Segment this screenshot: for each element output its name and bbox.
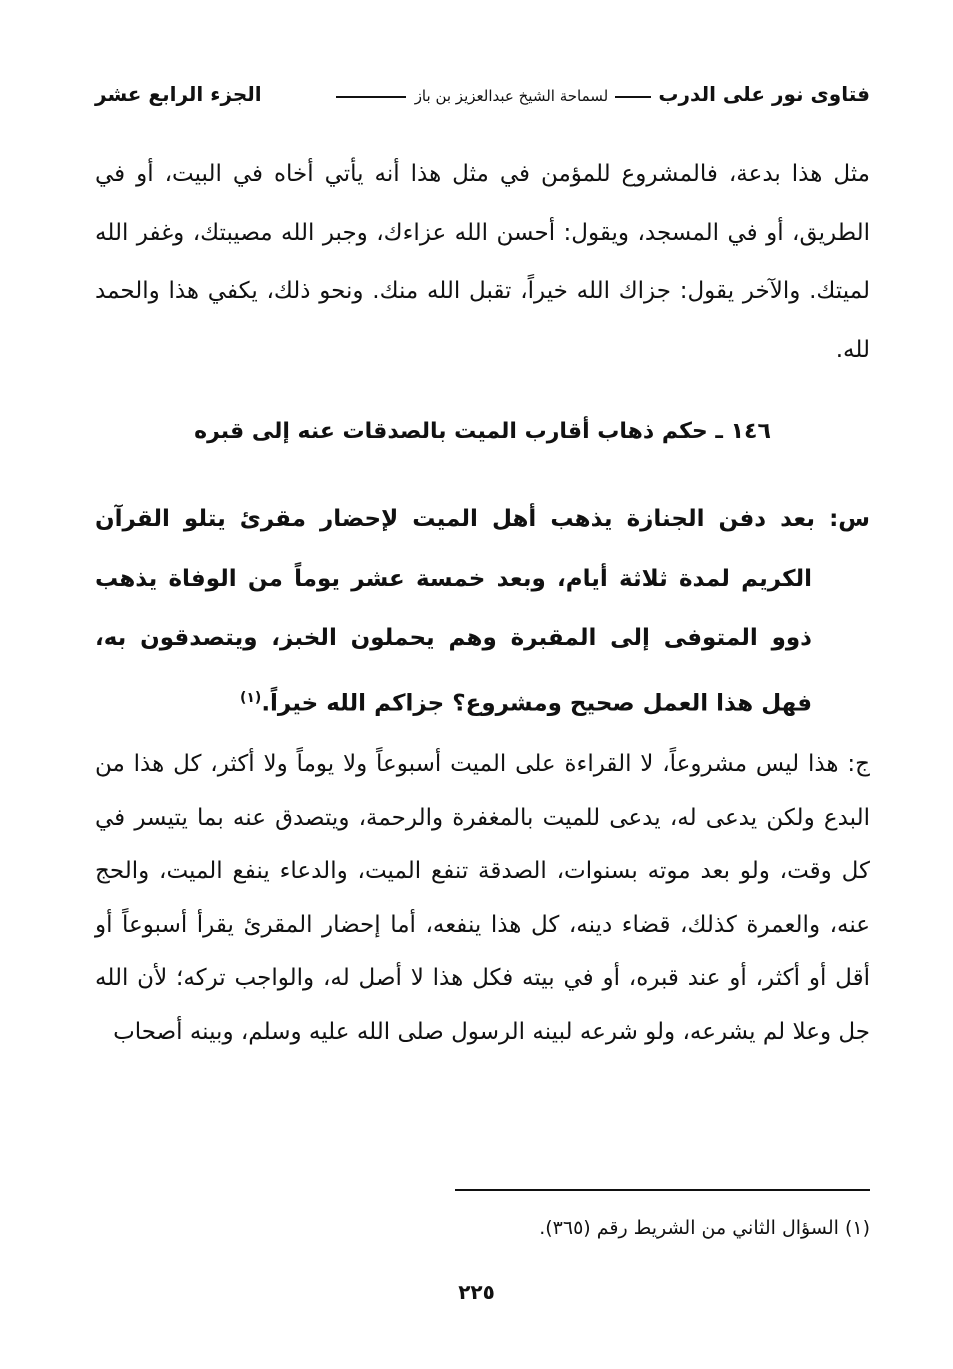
author-line: لسماحة الشيخ عبدالعزيز بن باز: [414, 87, 609, 105]
answer-label: ج:: [847, 751, 871, 777]
section-heading: ١٤٦ ـ حكم ذهاب أقارب الميت بالصدقات عنه إلى قبره: [194, 419, 771, 444]
footnote-text: السؤال الثاني من الشريط رقم (٣٦٥).: [539, 1217, 839, 1239]
book-title: فتاوى نور على الدرب: [658, 82, 870, 106]
opening-paragraph: مثل هذا بدعة، فالمشروع للمؤمن في مثل هذا أنه يأتي أخاه في البيت، أو في الطريق، أو في المسجد، ويقول: أحسن الله عزاءك، وجبر الله مصيبتك، وغفر الله لميتك. والآخر يقول: جزاك الله خيراً، تقبل الله منك. ونحو ذلك، يكفي هذا والحمد لله.: [95, 161, 870, 363]
question-text: بعد دفن الجنازة يذهب أهل الميت لإحضار مقرئ يتلو القرآن الكريم لمدة ثلاثة أيام، وبعد خمسة عشر يوماً من الوفاة يذهب ذوو المتوفى إلى المقبرة وهم يحملون الخبز، ويتصدقون به، فهل هذا العمل صحيح ومشروع؟ جزاكم الله خيراً.: [95, 506, 816, 717]
header-separator-long: [336, 96, 406, 98]
part-title: الجزء الرابع عشر: [95, 82, 262, 106]
answer-text: هذا ليس مشروعاً، لا القراءة على الميت أسبوعاً ولا يوماً ولا أكثر، كل هذا من البدع ولكن يدعى له، يدعى للميت بالمغفرة والرحمة، ويتصدق عنه بما يتيسر في كل وقت، ولو بعد موته بسنوات، الصدقة تنفع الميت، والدعاء ينفع الميت، والحج عنه، والعمرة كذلك، قضاء دينه، كل هذا ينفعه، أما إحضار المقرئ يقرأ أسبوعاً أو أقل أو أكثر، أو عند قبره، أو في بيته فكل هذا لا أصل له، والواجب تركه؛ لأن الله جل وعلا لم يشرعه، ولو شرعه لبينه الرسول صلى الله عليه وسلم، وبينه أصحاب: [95, 751, 870, 1045]
footnote-marker: (١): [844, 1217, 870, 1239]
footnote-divider: [455, 1189, 870, 1191]
answer-block: [95, 738, 870, 1059]
question-block: [95, 490, 870, 734]
question-label: س:: [829, 506, 870, 532]
question-footnote-marker: (١): [239, 689, 262, 706]
header-separator: [615, 96, 651, 98]
footnote: [95, 1210, 870, 1246]
question-paragraph: [95, 490, 870, 734]
page-number: ٢٢٥: [458, 1280, 495, 1304]
running-header: [95, 76, 870, 112]
